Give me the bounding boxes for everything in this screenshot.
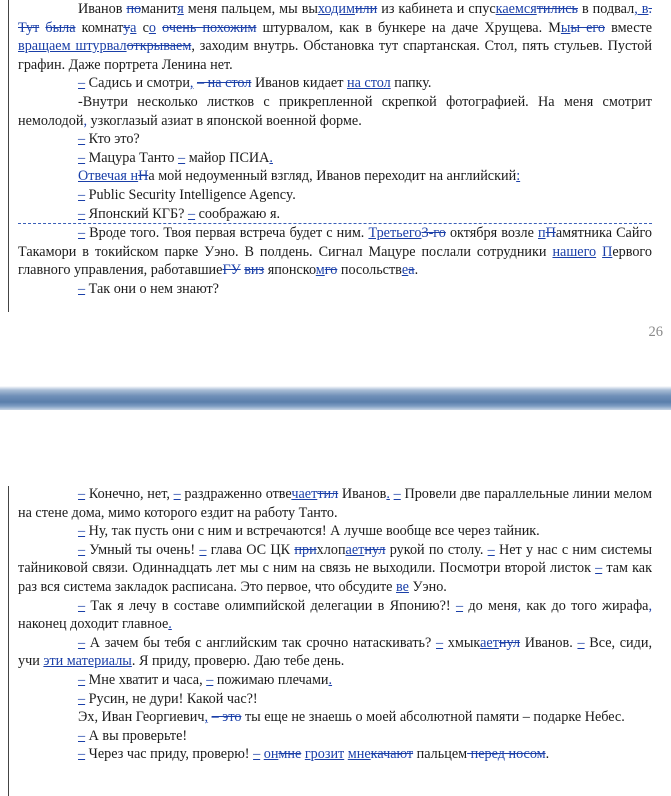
paragraph: Отвечая нНа мой недоуменный взгляд, Иванов переходит на английский:: [78, 168, 521, 185]
paragraph: – Кто это?: [78, 131, 140, 148]
paragraph: – Русин, не дури! Какой час?!: [78, 690, 258, 707]
paragraph: – Мне хватит и часа, – пожимаю плечами.: [78, 671, 333, 688]
page-separator: [0, 366, 671, 410]
change-bar: [8, 486, 9, 796]
paragraph: – Так я лечу в составе олимпийской делегации в Японию?! – до меня, как до того жирафа, наконец доходит главное.: [18, 597, 652, 633]
paragraph: – Public Security Intelligence Agency.: [78, 186, 296, 203]
paragraph: – Садись и смотри, – на стол Иванов кидает на стол папку.: [78, 75, 432, 92]
paragraph: Эх, Иван Георгиевич, – это ты еще не знаешь о моей абсолютной памяти – подарке Небес.: [78, 709, 625, 726]
paragraph: – А зачем бы тебя с английским так срочно натаскивать? – хмыкаетнул Иванов. – Все, сиди, учи эти материалы. Я приду, проверю. Даю тебе день.: [18, 634, 652, 670]
paragraph: – Вроде того. Твоя первая встреча будет с ним. Третьего3-го октября возле пПамятника Сайго Такамори в токийском парке Уэно. В полдень. Сигнал Мацуре послали сотрудники нашего Первого главного управления, работавшиеГУ виз японскомго посольствеа.: [18, 225, 653, 279]
paragraph: Иванов поманитя меня пальцем, мы выходимили из кабинета и спускаемсятились в подвал, в. Тут была комнатуа со очень похожим штурвалом, как в бункере на даче Хрущева. Мыы его вместе вращаем штурвалоткрываем, заходим внутрь. Обстановка тут спартанская. Стол, пять стульев. Пустой графин. Даже портрета Ленина нет.: [18, 1, 652, 73]
page-number: 26: [648, 324, 663, 340]
page-body: [18, 0, 652, 299]
paragraph: – Японский КГБ? – соображаю я.: [18, 205, 652, 225]
document-page-27: [0, 410, 671, 796]
paragraph: – Умный ты очень! – глава ОС ЦК прихлопаетнул рукой по столу. – Нет у нас с ним системы тайниковой связи. Одиннадцать лет мы с ним на связь не выходили. Посмотри второй листок – там как раз вся система закладок расписана. Это первое, что обсудите ве Уэно.: [18, 541, 653, 595]
paragraph: – Так они о нем знают?: [78, 280, 219, 297]
paragraph: – Мацура Танто – майор ПСИА.: [78, 149, 273, 166]
paragraph: – Конечно, нет, – раздраженно отвечаеттил Иванов. – Провели две параллельные линии мелом на стене дома, мимо которого ездит на работу Танто.: [18, 486, 652, 521]
change-bar: [8, 0, 9, 312]
paragraph: -Внутри несколько листков с прикрепленной скрепкой фотографией. На меня смотрит немолодой, узкоглазый азиат в японской военной форме.: [18, 93, 652, 129]
paragraph: – Ну, так пусть они с ним и встречаются! А лучше вообще все через тайник.: [78, 523, 540, 540]
paragraph: – А вы проверьте!: [78, 727, 188, 744]
paragraph: – Через час приду, проверю! – онмне грозит мнекачают пальцем перед носом.: [78, 746, 550, 763]
document-page-26: [0, 0, 671, 366]
page-body: [18, 485, 652, 764]
